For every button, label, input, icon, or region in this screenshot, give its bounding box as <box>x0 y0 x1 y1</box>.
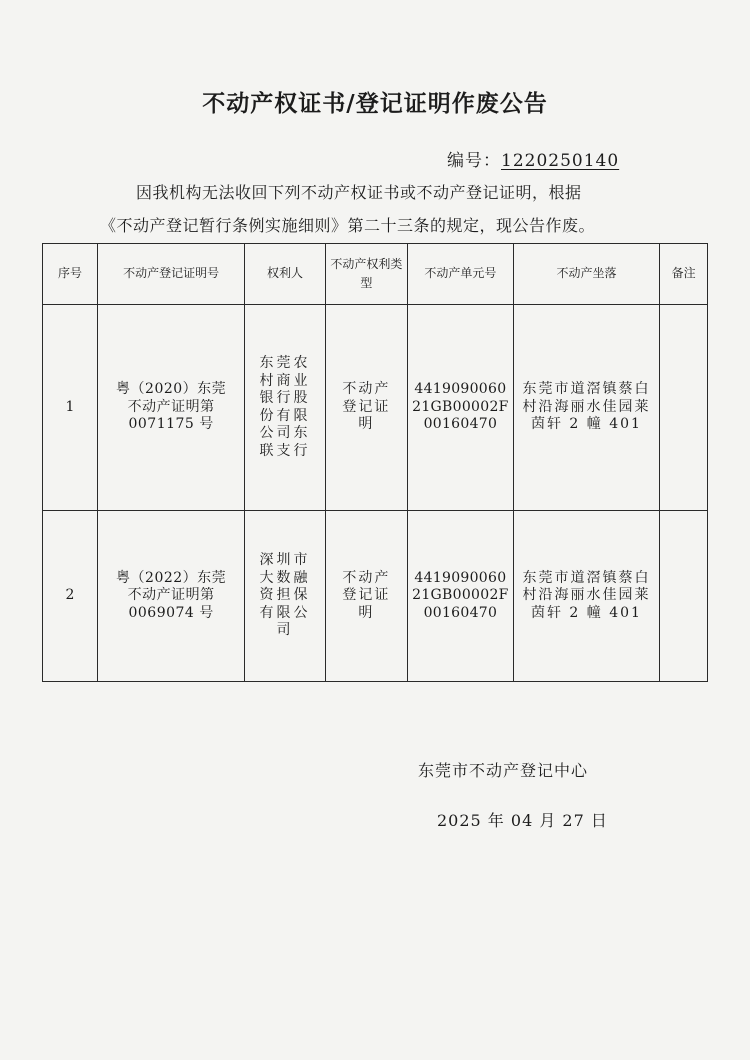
issuing-authority: 东莞市不动产登记中心 <box>418 761 589 780</box>
cell-type: 不动产登记证明 <box>325 305 407 511</box>
cert-line: 粤（2022）东莞 <box>116 569 227 586</box>
header-note: 备注 <box>660 244 708 305</box>
header-location: 不动产坐落 <box>513 244 659 305</box>
cell-owner: 东莞农村商业银行股份有限公司东联支行 <box>245 305 325 511</box>
cert-line: 不动产证明第 <box>127 587 215 604</box>
header-unit: 不动产单元号 <box>408 244 514 305</box>
cancelled-certificates-table <box>42 243 708 682</box>
cell-unit: 441909006021GB00002F00160470 <box>408 511 514 682</box>
header-seq: 序号 <box>43 244 98 305</box>
cell-seq: 1 <box>43 305 98 511</box>
header-owner: 权利人 <box>245 244 325 305</box>
header-type: 不动产权利类型 <box>325 244 407 305</box>
page-title: 不动产权证书/登记证明作废公告 <box>202 91 548 117</box>
document-number-value: 1220250140 <box>501 151 620 171</box>
cert-line: 0071175 号 <box>128 416 214 433</box>
cell-seq: 2 <box>43 511 98 682</box>
table-header-row <box>43 244 708 305</box>
cell-location: 东莞市道滘镇蔡白村沿海丽水佳园莱茵轩 2 幢 401 <box>513 511 659 682</box>
cert-line: 粤（2020）东莞 <box>116 381 227 398</box>
cell-owner: 深圳市大数融资担保有限公司 <box>245 511 325 682</box>
document-number-label: 编号： <box>447 151 501 171</box>
issue-date: 2025 年 04 月 27 日 <box>437 811 608 830</box>
cell-cert <box>97 305 244 511</box>
document-number <box>447 146 619 171</box>
cert-line: 不动产证明第 <box>127 398 215 415</box>
cell-location: 东莞市道滘镇蔡白村沿海丽水佳园莱茵轩 2 幢 401 <box>513 305 659 511</box>
intro-line-1: 因我机构无法收回下列不动产权证书或不动产登记证明，根据 <box>136 183 582 202</box>
table-row <box>43 511 708 682</box>
header-cert: 不动产登记证明号 <box>97 244 244 305</box>
cell-unit: 441909006021GB00002F00160470 <box>408 305 514 511</box>
table-row <box>43 305 708 511</box>
cell-cert <box>97 511 244 682</box>
intro-line-2: 《不动产登记暂行条例实施细则》第二十三条的规定，现公告作废。 <box>100 216 596 235</box>
cell-note <box>660 511 708 682</box>
cell-note <box>660 305 708 511</box>
cell-type: 不动产登记证明 <box>325 511 407 682</box>
cert-line: 0069074 号 <box>128 604 214 621</box>
